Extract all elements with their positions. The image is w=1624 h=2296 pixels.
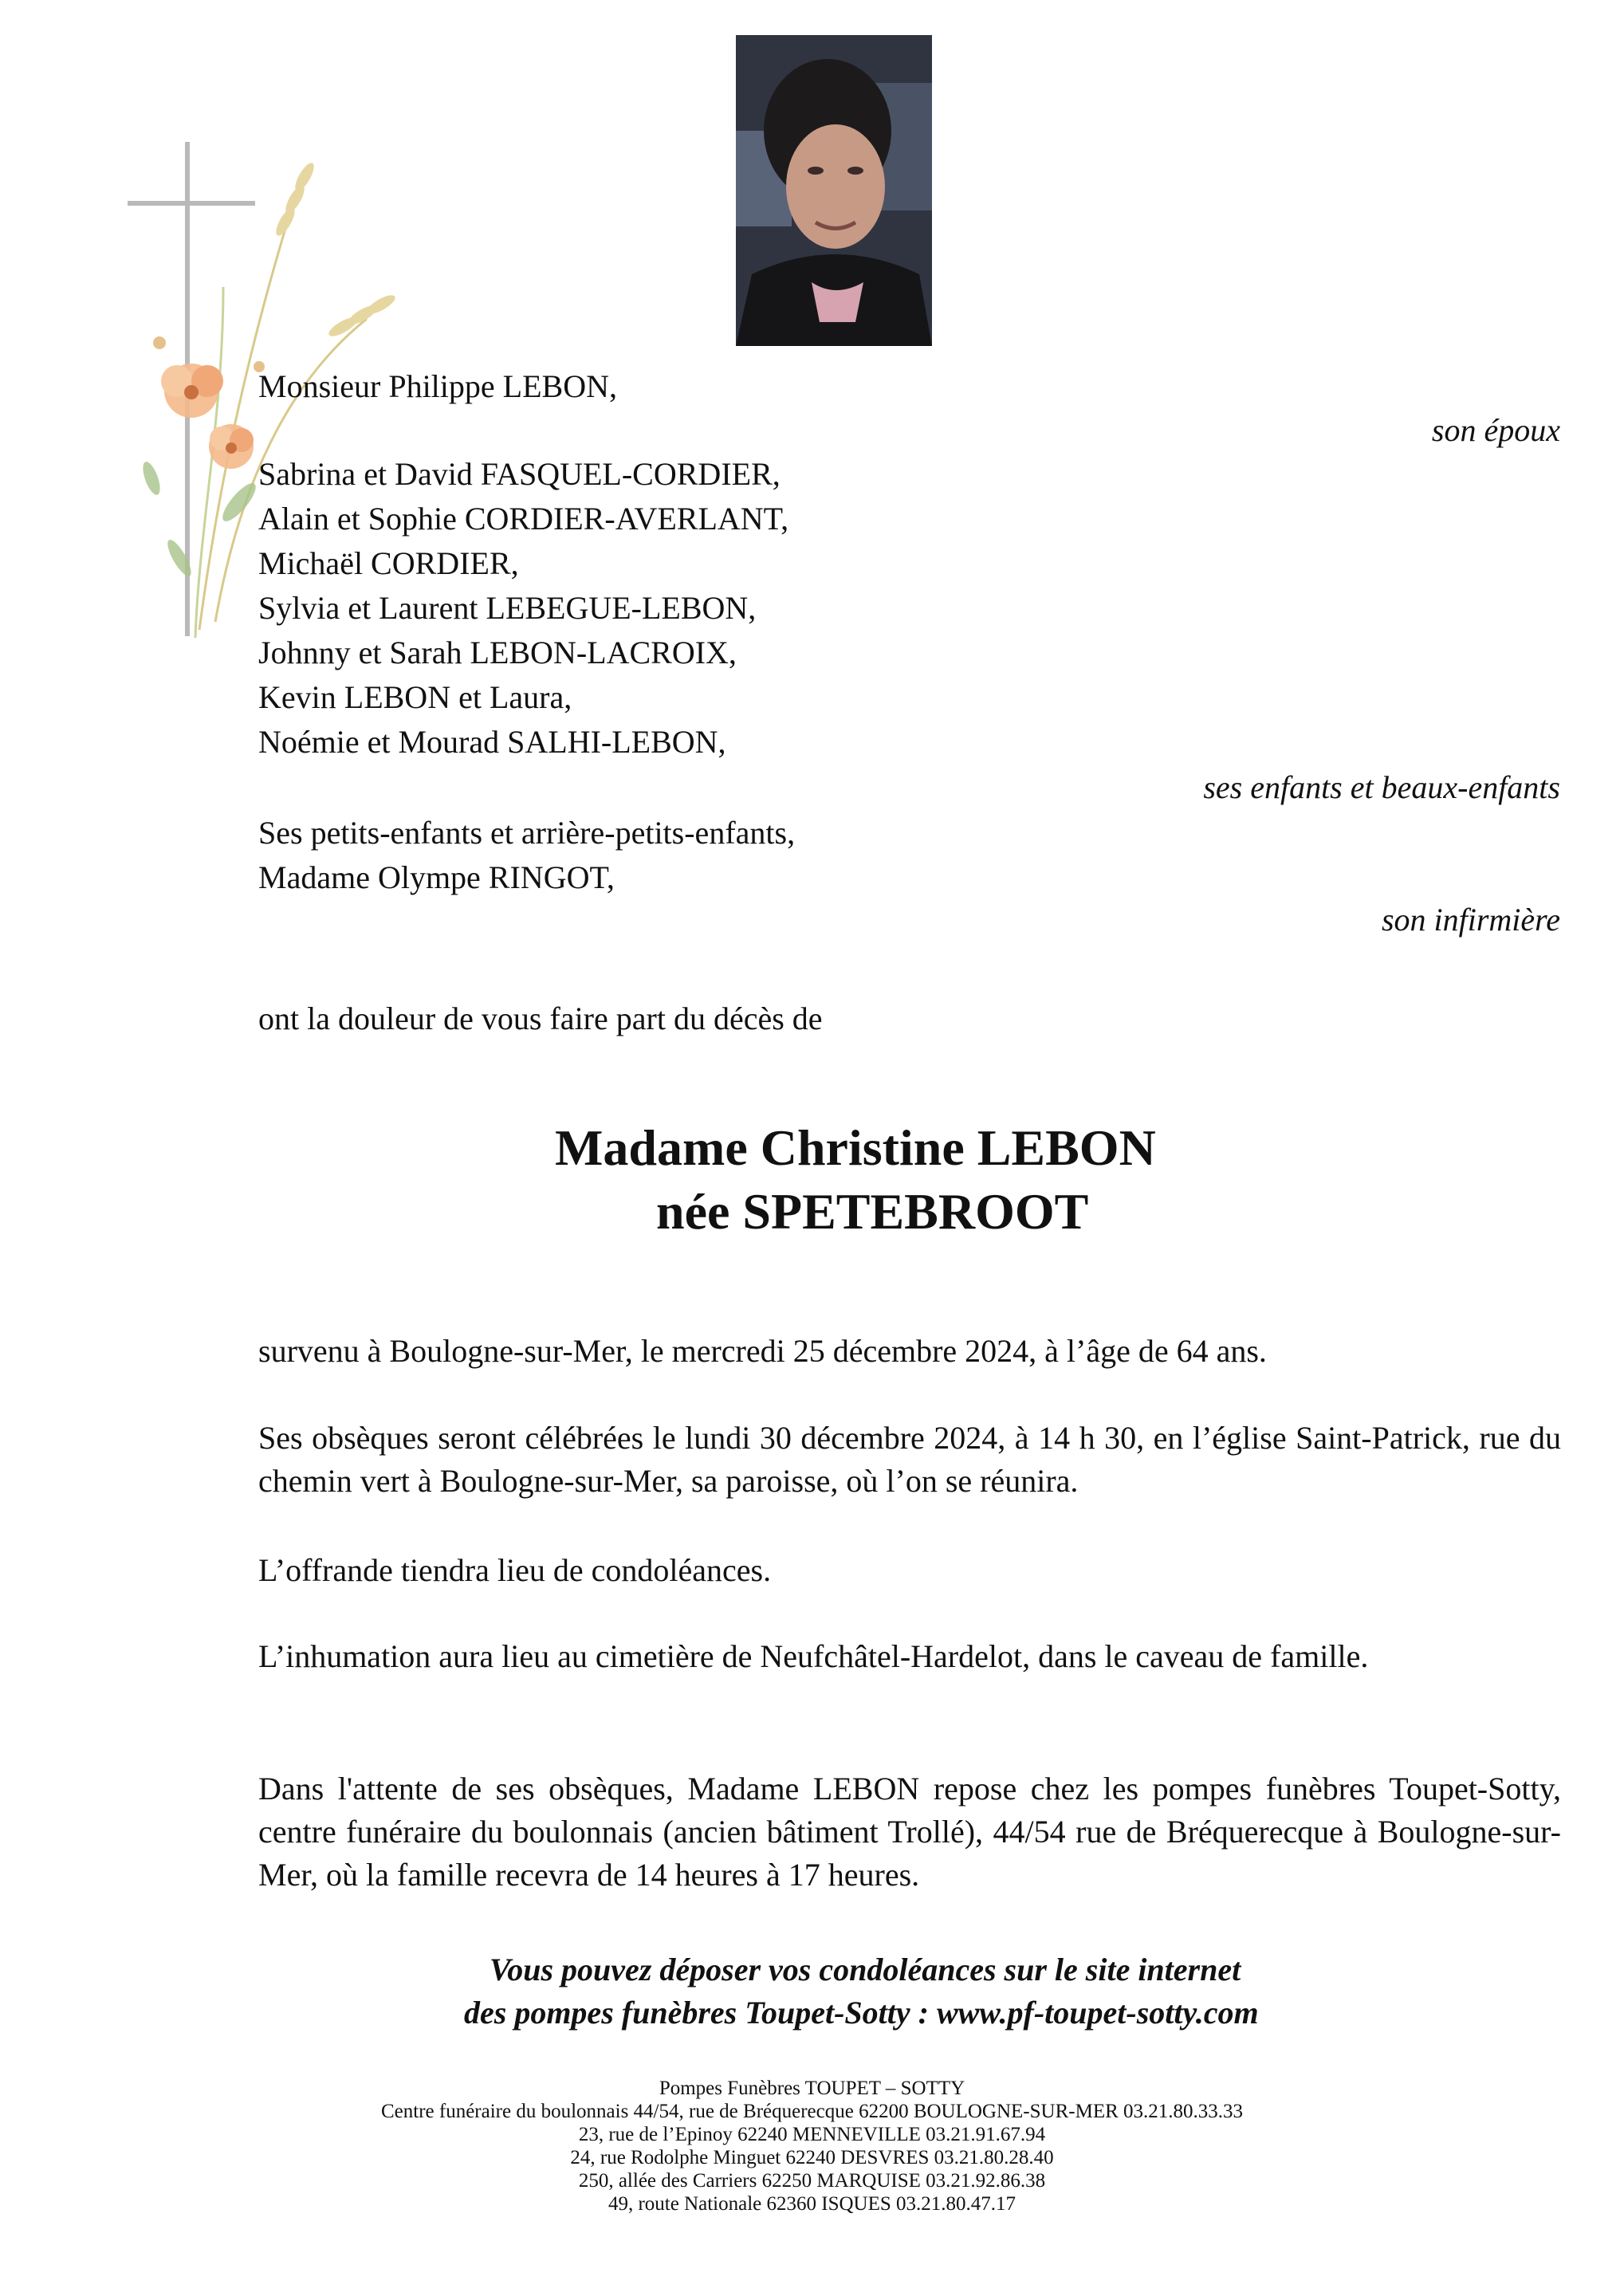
spouse-role: son époux	[1431, 412, 1560, 448]
footer-line: 250, allée des Carriers 62250 MARQUISE 03.21.92.86.38	[578, 2170, 1046, 2192]
list-item: Kevin LEBON et Laura,	[258, 679, 572, 715]
footer-line: Centre funéraire du boulonnais 44/54, rue de Bréquerecque 62200 BOULOGNE-SUR-MER 03.21.80.33.33	[380, 2101, 1244, 2122]
list-item: Noémie et Mourad SALHI-LEBON,	[258, 724, 726, 760]
deceased-maiden-name: née SPETEBROOT	[656, 1183, 1089, 1240]
nurse-role: son infirmière	[1381, 902, 1560, 938]
list-item: Madame Olympe RINGOT,	[258, 859, 615, 895]
portrait-photo	[736, 35, 932, 346]
death-details: survenu à Boulogne-sur-Mer, le mercredi 25 décembre 2024, à l’âge de 64 ans.	[258, 1333, 1267, 1369]
website-line-1: Vous pouvez déposer vos condoléances sur le site internet	[490, 1952, 1241, 1987]
children-role: ses enfants et beaux-enfants	[1203, 769, 1560, 805]
burial-details: L’inhumation aura lieu au cimetière de Neufchâtel-Hardelot, dans le caveau de famille.	[258, 1638, 1369, 1674]
condolences-website-note	[0, 1948, 1624, 2044]
footer-line: 23, rue de l’Epinoy 62240 MENNEVILLE 03.21.91.67.94	[578, 2124, 1046, 2145]
other-family-list	[258, 811, 795, 900]
list-item: Sabrina et David FASQUEL-CORDIER,	[258, 456, 781, 492]
announcement-intro: ont la douleur de vous faire part du décès de	[258, 1001, 823, 1036]
resting-place-details: Dans l'attente de ses obsèques, Madame LEBON repose chez les pompes funèbres Toupet-Sotty, centre funéraire du boulonnais (ancien bâtiment Trollé), 44/54 rue de Bréquerecque à Boulogne-sur-Mer, où la famille recevra de 14 heures à 17 heures.	[258, 1771, 1561, 1893]
list-item: Alain et Sophie CORDIER-AVERLANT,	[258, 501, 789, 537]
list-item: Johnny et Sarah LEBON-LACROIX,	[258, 635, 737, 670]
list-item: Michaël CORDIER,	[258, 545, 519, 581]
list-item: Ses petits-enfants et arrière-petits-enfants,	[258, 815, 796, 851]
website-line-2: des pompes funèbres Toupet-Sotty : www.pf-toupet-sotty.com	[464, 1995, 1259, 2031]
children-list	[258, 452, 788, 765]
funeral-home-footer	[0, 2077, 1624, 2215]
offering-note: L’offrande tiendra lieu de condoléances.	[258, 1552, 772, 1588]
footer-line: 24, rue Rodolphe Minguet 62240 DESVRES 03.21.80.28.40	[570, 2147, 1054, 2168]
list-item: Sylvia et Laurent LEBEGUE-LEBON,	[258, 590, 757, 626]
spouse-name: Monsieur Philippe LEBON,	[258, 368, 617, 404]
footer-line: 49, route Nationale 62360 ISQUES 03.21.80.47.17	[608, 2193, 1016, 2215]
funeral-details: Ses obsèques seront célébrées le lundi 30 décembre 2024, à 14 h 30, en l’église Saint-Patrick, rue du chemin vert à Boulogne-sur-Mer, sa paroisse, où l’on se réunira.	[258, 1420, 1561, 1499]
deceased-name: Madame Christine LEBON	[555, 1119, 1156, 1176]
deceased-name-block	[0, 1116, 1624, 1244]
footer-line: Pompes Funèbres TOUPET – SOTTY	[659, 2078, 965, 2099]
